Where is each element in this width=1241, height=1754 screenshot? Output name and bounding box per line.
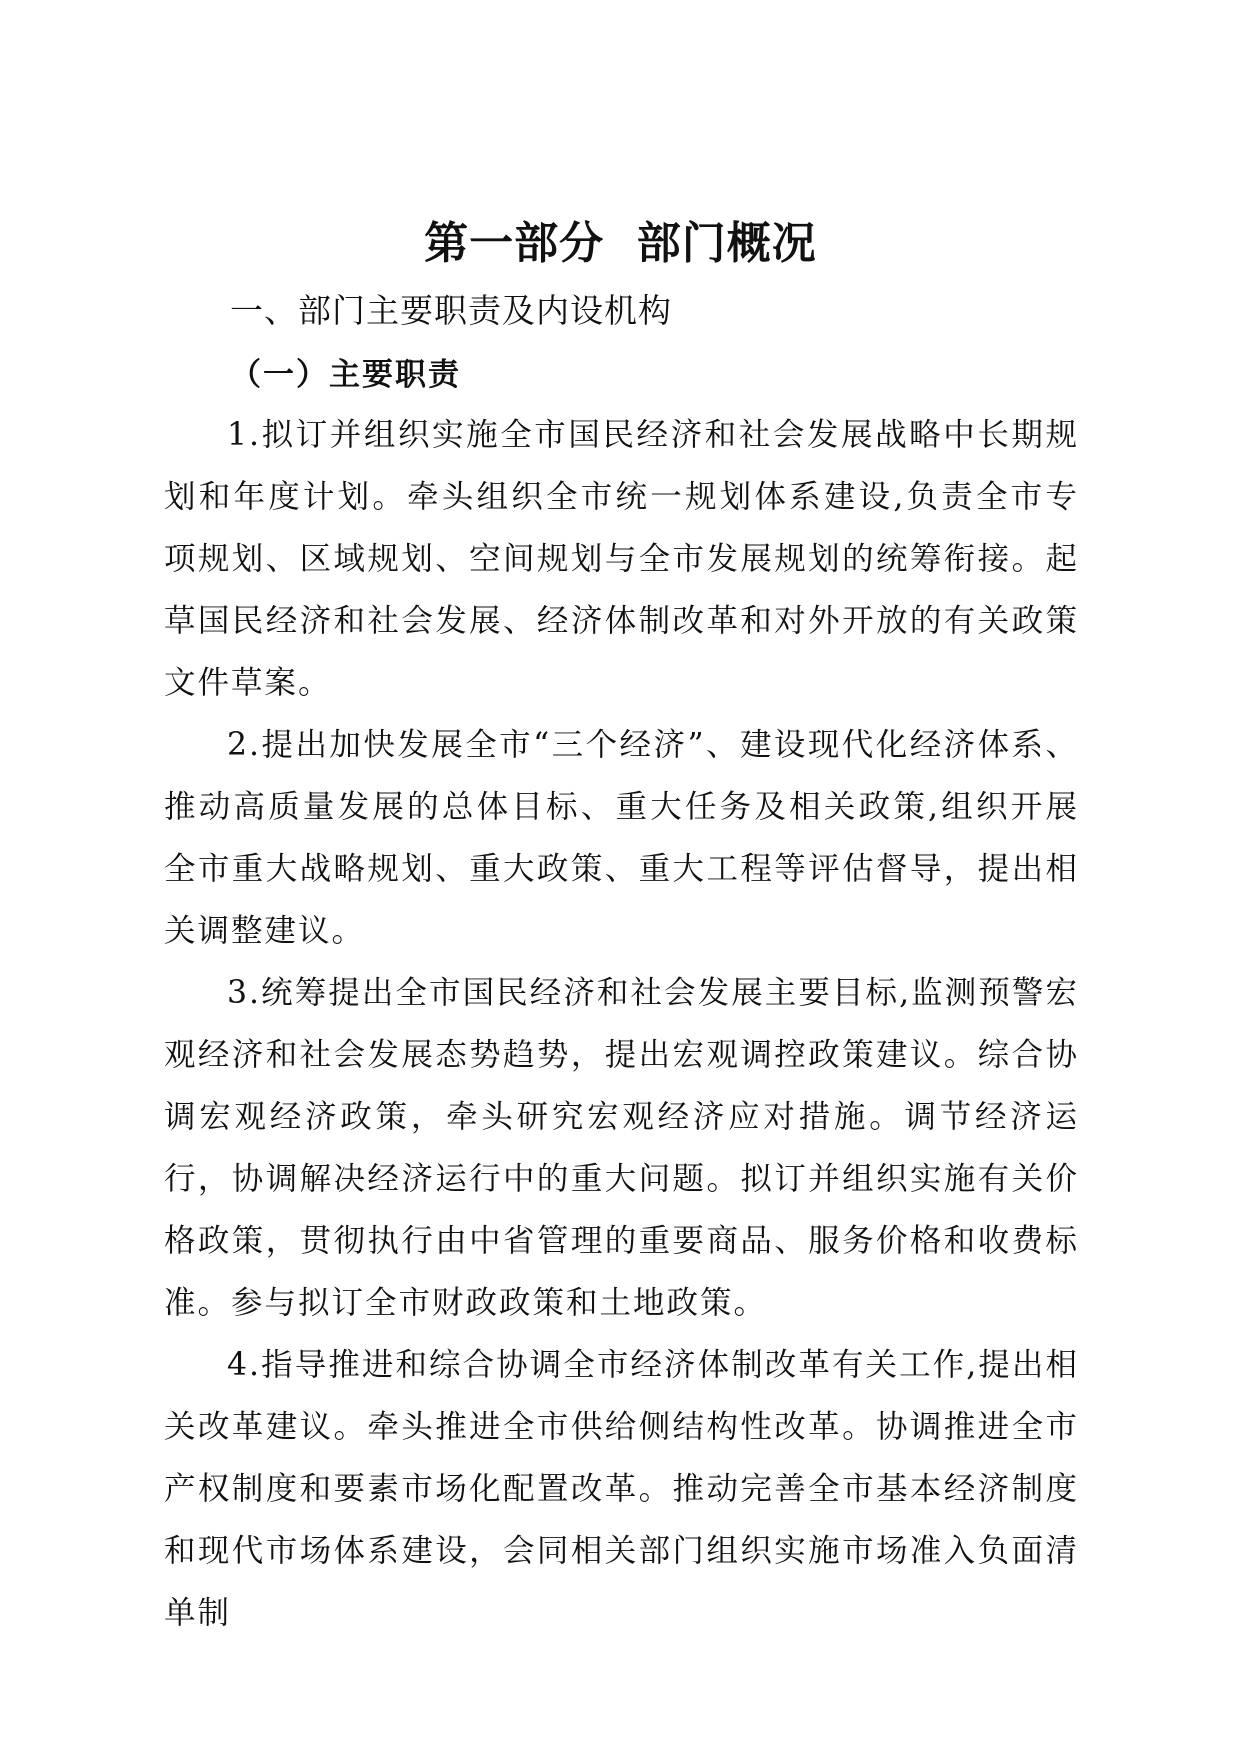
page-title: 第一部分 部门概况 [424, 218, 817, 269]
paragraph-2: 2.提出加快发展全市“三个经济”、建设现代化经济体系、推动高质量发展的总体目标、重大任务及相关政策,组织开展全市重大战略规划、重大政策、重大工程等评估督导，提出相关调整建议。 [164, 727, 1079, 949]
section-heading: 一、部门主要职责及内设机构 [230, 291, 672, 330]
paragraph-3: 3.统筹提出全市国民经济和社会发展主要目标,监测预警宏观经济和社会发展态势趋势，提出宏观调控政策建议。综合协调宏观经济政策，牵头研究宏观经济应对措施。调节经济运行，协调解决经济运行中的重大问题。拟订并组织实施有关价格政策，贯彻执行由中省管理的重要商品、服务价格和收费标准。参与拟订全市财政政策和土地政策。 [164, 975, 1079, 1321]
subsection-heading: （一）主要职责 [230, 357, 461, 393]
paragraph-1: 1.拟订并组织实施全市国民经济和社会发展战略中长期规划和年度计划。牵头组织全市统一规划体系建设,负责全市专项规划、区域规划、空间规划与全市发展规划的统筹衔接。起草国民经济和社会发展、经济体制改革和对外开放的有关政策文件草案。 [164, 417, 1079, 701]
paragraph-4: 4.指导推进和综合协调全市经济体制改革有关工作,提出相关改革建议。牵头推进全市供给侧结构性改革。协调推进全市产权制度和要素市场化配置改革。推动完善全市基本经济制度和现代市场体系建设，会同相关部门组织实施市场准入负面清单制 [164, 1347, 1079, 1631]
body-text [164, 404, 1079, 1644]
